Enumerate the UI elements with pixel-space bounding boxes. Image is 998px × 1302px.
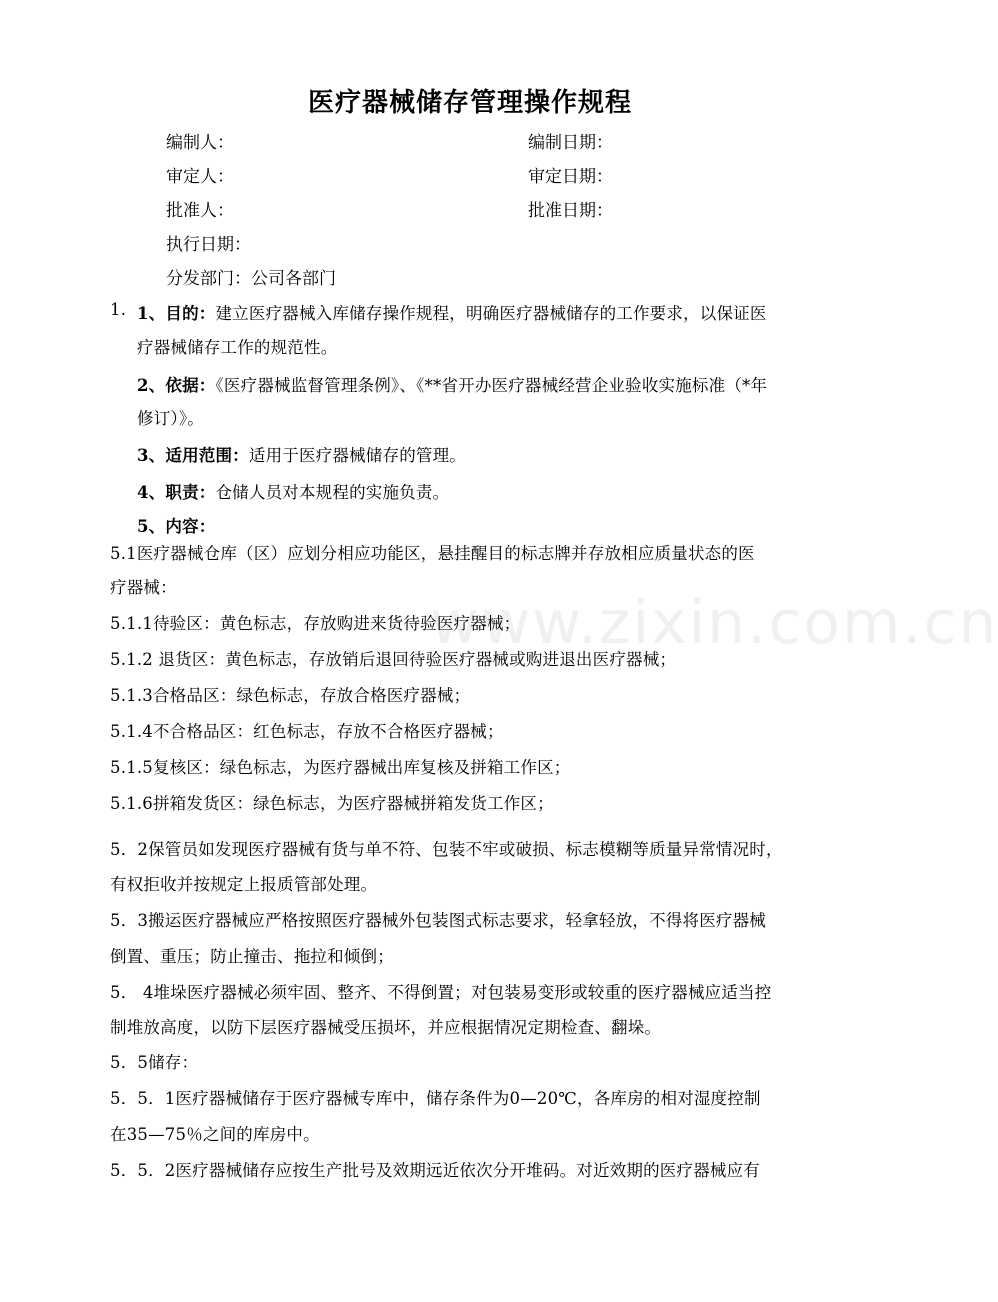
content-line: 5.1.5复核区：绿色标志，为医疗器械出库复核及拼箱工作区；	[110, 758, 571, 777]
content-line: 5．3搬运医疗器械应严格按照医疗器械外包装图式标志要求，轻拿轻放，不得将医疗器械	[110, 911, 766, 930]
content-line: 5． 4堆垛医疗器械必须牢固、整齐、不得倒置；对包装易变形或较重的医疗器械应适当控	[110, 983, 772, 1002]
content-line: 5.1.3合格品区：绿色标志，存放合格医疗器械；	[110, 686, 471, 705]
section-label: 4、职责：	[137, 483, 216, 502]
content-line: 5.1医疗器械仓库（区）应划分相应功能区，悬挂醒目的标志牌并存放相应质量状态的医	[110, 544, 755, 563]
approver-field: 批准人：	[166, 201, 234, 221]
content-line: 5．5储存：	[110, 1053, 199, 1072]
section-text: 《医疗器械监督管理条例》、《**省开办医疗器械经营企业验收实施标准（*年	[215, 376, 768, 395]
section-text: 适用于医疗器械储存的管理。	[248, 446, 466, 465]
review-date-field: 审定日期：	[528, 167, 613, 187]
section-text: 疗器械储存工作的规范性。	[137, 338, 338, 357]
content-line: 5．5．1医疗器械储存于医疗器械专库中，储存条件为0—20℃，各库房的相对湿度控制	[110, 1089, 761, 1108]
approve-date-field: 批准日期：	[528, 201, 613, 221]
content-line: 5.1.2 退货区：黄色标志，存放销后退回待验医疗器械或购进退出医疗器械；	[110, 650, 677, 669]
section-label: 3、适用范围：	[137, 446, 249, 465]
section-label: 2、依据：	[137, 376, 216, 395]
content-line: 制堆放高度，以防下层医疗器械受压损坏，并应根据情况定期检查、翻垛。	[110, 1018, 662, 1037]
section-text: 修订）》。	[137, 409, 204, 428]
exec-date-field: 执行日期：	[166, 235, 251, 255]
section-content-heading: 5、内容：	[137, 517, 216, 536]
content-line: 5．2保管员如发现医疗器械有货与单不符、包装不牢或破损、标志模糊等质量异常情况时，	[110, 840, 783, 859]
content-line: 疗器械：	[110, 578, 177, 597]
content-line: 倒置、重压；防止撞击、拖拉和倾倒；	[110, 947, 394, 966]
editor-field: 编制人：	[166, 133, 234, 153]
edit-date-field: 编制日期：	[528, 133, 613, 153]
watermark: www.zixin.com.cn	[430, 588, 998, 658]
content-line: 在35—75％之间的库房中。	[110, 1125, 320, 1144]
reviewer-field: 审定人：	[166, 167, 234, 187]
document-title: 医疗器械储存管理操作规程	[307, 88, 632, 118]
section-scope	[137, 442, 466, 466]
section-text: 建立医疗器械入库储存操作规程，明确医疗器械储存的工作要求，以保证医	[215, 304, 767, 323]
content-line: 5.1.1待验区：黄色标志，存放购进来货待验医疗器械；	[110, 614, 521, 633]
section-basis	[137, 372, 767, 396]
content-line: 有权拒收并按规定上报质管部处理。	[110, 875, 378, 894]
content-line: 5.1.4不合格品区：红色标志，存放不合格医疗器械；	[110, 722, 504, 741]
distribution-field: 分发部门：公司各部门	[166, 269, 336, 289]
section-purpose	[137, 300, 767, 324]
section-text: 仓储人员对本规程的实施负责。	[215, 483, 450, 502]
list-marker: 1.	[110, 300, 127, 319]
section-label: 1、目的：	[137, 304, 216, 323]
content-line: 5．5．2医疗器械储存应按生产批号及效期远近依次分开堆码。对近效期的医疗器械应有	[110, 1161, 760, 1180]
section-duty	[137, 479, 449, 503]
content-line: 5.1.6拼箱发货区：绿色标志，为医疗器械拼箱发货工作区；	[110, 794, 554, 813]
